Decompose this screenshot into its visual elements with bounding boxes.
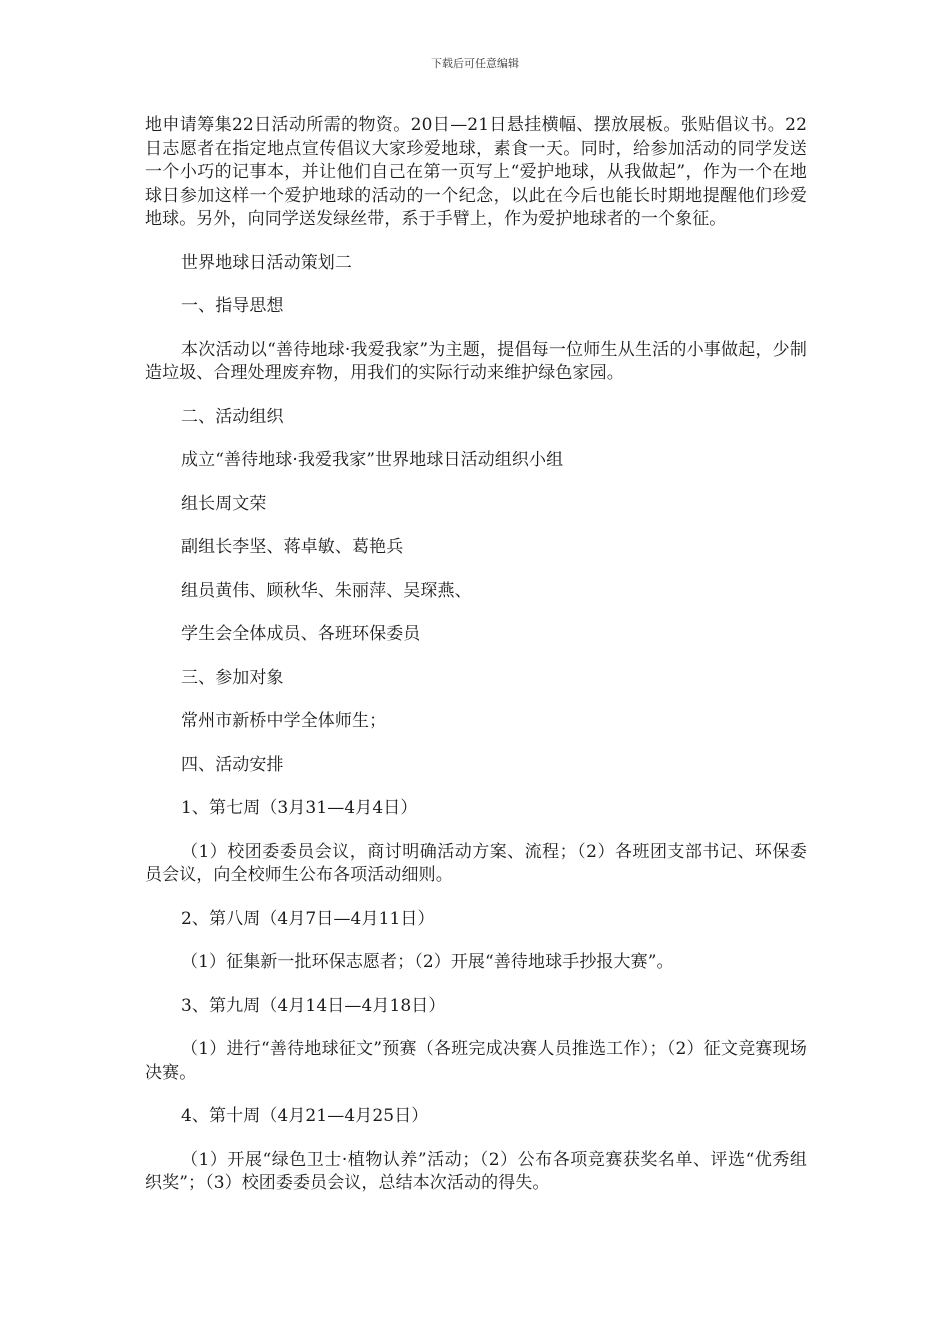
schedule-week-9-details: （1）进行“善待地球征文”预赛（各班完成决赛人员推选工作）；（2）征文竞赛现场决赛。 <box>145 1039 807 1083</box>
paragraph-members: 组员黄伟、顾秋华、朱丽萍、吴琛燕、 <box>181 580 472 601</box>
section-title: 世界地球日活动策划二 <box>181 252 352 273</box>
paragraph-leader: 组长周文荣 <box>181 493 267 514</box>
heading-organization: 二、活动组织 <box>181 406 284 427</box>
paragraph-vice-leaders: 副组长李坚、蒋卓敏、葛艳兵 <box>181 537 404 557</box>
schedule-week-9: 3、第九周（4月14日—4月18日） <box>181 995 446 1016</box>
heading-schedule: 四、活动安排 <box>181 754 284 775</box>
paragraph-participants: 常州市新桥中学全体师生； <box>181 711 387 731</box>
schedule-week-7: 1、第七周（3月31—4月4日） <box>181 798 418 818</box>
paragraph-student-union: 学生会全体成员、各班环保委员 <box>181 624 421 644</box>
schedule-week-8-details: （1）征集新一批环保志愿者；（2）开展“善待地球手抄报大赛”。 <box>181 952 674 972</box>
heading-participants: 三、参加对象 <box>181 667 284 688</box>
schedule-week-10-details: （1）开展“绿色卫士·植物认养”活动；（2）公布各项竞赛获奖名单、评选“优秀组织奖”；（3）校团委委员会议，总结本次活动的得失。 <box>145 1149 807 1193</box>
paragraph-materials: 地申请筹集22日活动所需的物资。20日—21日悬挂横幅、摆放展板。张贴倡议书。22日志愿者在指定地点宣传倡议大家珍爱地球，素食一天。同时，给参加活动的同学发送一个小巧的记事本，并让他们自己在第一页写上“爱护地球，从我做起”，作为一个在地球日参加这样一个爱护地球的活动的一个纪念，以此在今后也能长时期地提醒他们珍爱地球。另外，向同学送发绿丝带，系于手臂上，作为爱护地球者的一个象征。 <box>145 115 807 229</box>
page-header-note: 下载后可任意编辑 <box>431 57 519 70</box>
schedule-week-8: 2、第八周（4月7日—4月11日） <box>181 908 435 929</box>
document-body <box>145 114 807 1196</box>
schedule-week-7-details: （1）校团委委员会议，商讨明确活动方案、流程；（2）各班团支部书记、环保委员会议，向全校师生公布各项活动细则。 <box>145 841 807 885</box>
schedule-week-10: 4、第十周（4月21—4月25日） <box>181 1106 429 1126</box>
heading-guiding-thought: 一、指导思想 <box>181 296 284 316</box>
paragraph-theme: 本次活动以“善待地球·我爱我家”为主题，提倡每一位师生从生活的小事做起，少制造垃圾、合理处理废弃物，用我们的实际行动来维护绿色家园。 <box>145 339 807 383</box>
paragraph-group-setup: 成立“善待地球·我爱我家”世界地球日活动组织小组 <box>181 450 564 470</box>
